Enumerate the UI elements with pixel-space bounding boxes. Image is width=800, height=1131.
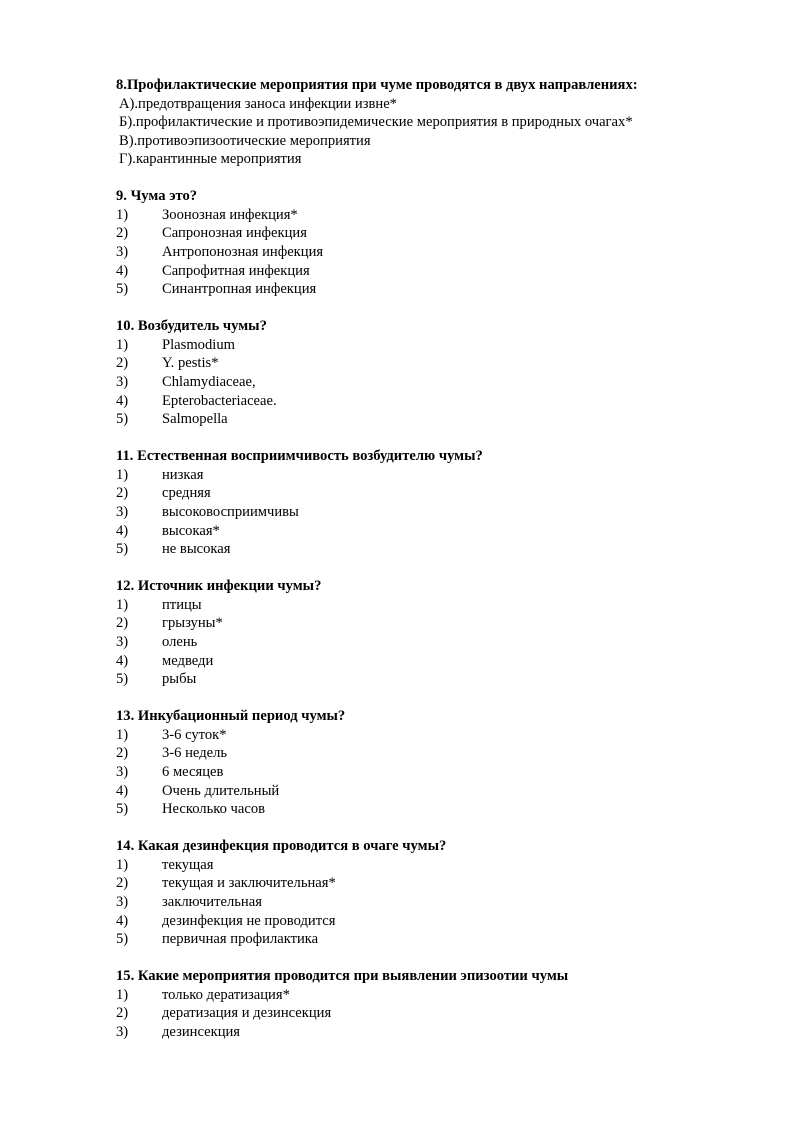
option-number: 2) [116,875,129,892]
option-text: высокая* [162,522,220,539]
option-text: 3-6 недель [162,745,228,762]
option-number: 2) [116,745,129,762]
option-number: 4) [116,392,129,409]
option-number: 5) [116,671,129,688]
option-number: 4) [116,912,129,929]
answer-option [116,986,756,1005]
question-title: 14. Какая дезинфекция проводится в очаге чумы? [116,838,447,855]
option-text: дератизация и дезинсекция [162,1005,332,1022]
question-title: 10. Возбудитель чумы? [116,318,267,335]
answer-option [116,336,756,355]
option-number: 3) [116,633,129,650]
question-title: 9. Чума это? [116,188,198,205]
option-number: 4) [116,782,129,799]
option-text: Epterobacteriaceae. [162,392,277,409]
option-number: 1) [116,466,129,483]
option-text: Сапрофитная инфекция [162,262,310,279]
question-13 [116,707,756,818]
option-text: Plasmodium [162,336,235,353]
answer-option [116,503,756,522]
question-title: 13. Инкубационный период чумы? [116,708,346,725]
option-text: дезинсекция [162,1023,241,1040]
answer-option [116,373,756,392]
option-number: 1) [116,986,129,1003]
answer-option [116,1004,756,1023]
question-title: 11. Естественная восприимчивость возбудителю чумы? [116,448,483,465]
answer-option [116,224,756,243]
option-number: 3) [116,374,129,391]
option-text: средняя [162,485,211,502]
answer-option [116,1023,756,1042]
option-number: 2) [116,485,129,502]
option-number: 5) [116,931,129,948]
option-text: птицы [162,596,202,613]
option-text: олень [162,633,198,650]
option-text: текущая [162,856,214,873]
option-text: Salmopella [162,411,228,428]
option-text: заключительная [162,893,262,910]
answer-option [116,392,756,411]
question-10 [116,317,756,428]
option-number: 3) [116,504,129,520]
question-11 [116,447,756,558]
option-text: не высокая [162,541,231,558]
question-12 [116,577,756,688]
document-page [116,76,756,1060]
answer-option [116,262,756,281]
answer-option [116,206,756,225]
answer-option [116,633,756,652]
option-text: Антропонозная инфекция [162,244,324,261]
option-text: Chlamydiaceae, [162,374,256,391]
option-number: 3) [116,244,129,261]
option-text: только дератизация* [162,986,290,1003]
option-text: А).предотвращения заноса инфекции извне* [119,95,397,112]
option-text: грызуны* [162,615,223,632]
option-number: 4) [116,652,129,669]
option-number: 1) [116,856,129,873]
question-8 [116,76,756,169]
answer-option [116,726,756,745]
question-9 [116,187,756,298]
answer-option [116,596,756,615]
option-text: 6 месяцев [162,763,224,780]
answer-option [116,280,756,299]
answer-option [116,856,756,875]
option-text: Б).профилактические и противоэпидемические мероприятия в природных очагах* [119,114,633,131]
answer-option [116,410,756,429]
option-text: текущая и заключительная* [162,875,336,892]
option-number: 1) [116,336,129,353]
question-title: 15. Какие мероприятия проводится при выявлении эпизоотии чумы [116,968,569,985]
answer-option [116,484,756,503]
option-text: рыбы [162,671,197,688]
option-text: Зоонозная инфекция* [162,206,298,223]
option-number: 5) [116,541,129,558]
answer-option [116,912,756,931]
option-number: 5) [116,411,129,428]
answer-option [116,744,756,763]
question-title: 12. Источник инфекции чумы? [116,578,322,595]
answer-option [116,670,756,689]
option-number: 4) [116,522,129,539]
answer-option [116,243,756,262]
option-text: медведи [162,652,214,669]
answer-option [116,930,756,949]
option-number: 4) [116,262,129,279]
option-number: 2) [116,1005,129,1022]
answer-option [116,763,756,782]
answer-option [116,874,756,893]
question-14 [116,837,756,948]
option-text: низкая [162,466,204,483]
option-number: 1) [116,726,129,743]
option-text: В).противоэпизоотические мероприятия [119,132,371,149]
option-text: Г).карантинные мероприятия [119,151,302,168]
option-text: 3-6 суток* [162,726,227,743]
answer-option [116,113,756,132]
answer-option [116,614,756,633]
answer-option [116,800,756,819]
answer-option [116,540,756,559]
answer-option [116,466,756,485]
answer-option [116,95,756,114]
option-number: 5) [116,281,129,298]
option-text: первичная профилактика [162,931,319,948]
option-text: Несколько часов [162,801,266,818]
question-title: 8.Профилактические мероприятия при чуме проводятся в двух направлениях: [116,77,638,93]
answer-option [116,652,756,671]
option-text: дезинфекция не проводится [162,912,336,929]
option-number: 1) [116,206,129,223]
option-number: 2) [116,355,129,372]
answer-option [116,522,756,541]
option-text: Синантропная инфекция [162,281,317,298]
answer-option [116,132,756,151]
question-15 [116,967,756,1041]
option-number: 3) [116,763,129,780]
answer-option [116,150,756,169]
option-number: 2) [116,225,129,242]
option-text: Сапронозная инфекция [162,225,307,242]
option-text: Y. pestis* [162,355,219,372]
answer-option [116,354,756,373]
option-number: 3) [116,893,129,910]
answer-option [116,782,756,801]
option-number: 5) [116,801,129,818]
option-number: 3) [116,1023,129,1040]
option-text: Очень длительный [162,782,280,799]
option-number: 1) [116,596,129,613]
option-number: 2) [116,615,129,632]
answer-option [116,893,756,912]
option-text: высоковосприимчивы [162,504,299,520]
